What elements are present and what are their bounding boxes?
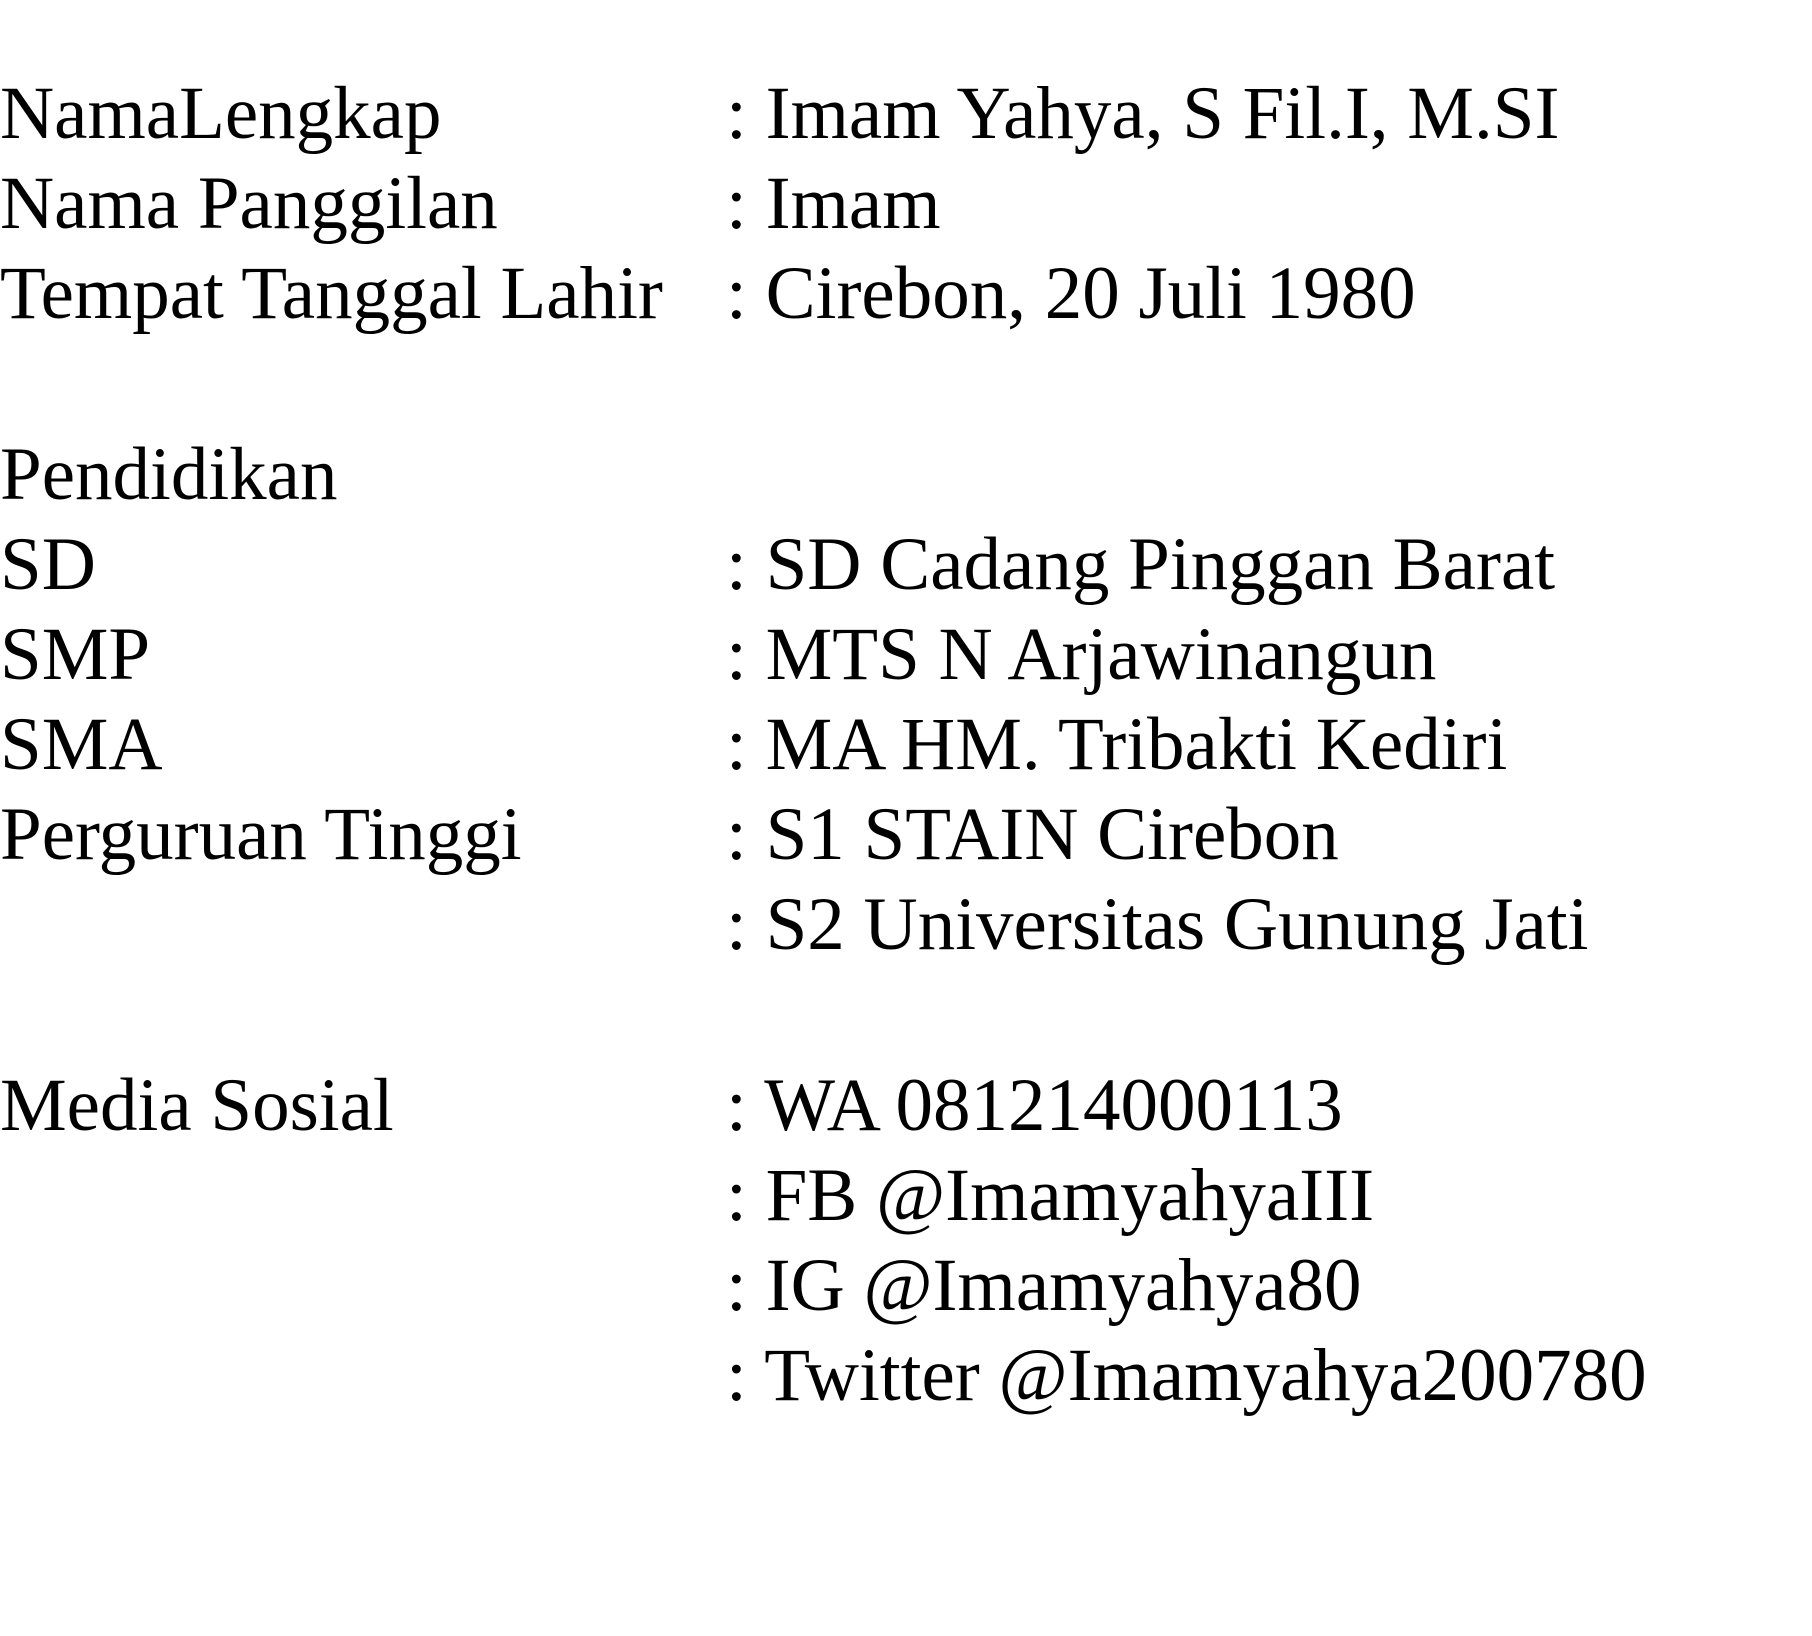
row-media-sosial-1 xyxy=(0,1061,1812,1151)
section-gap xyxy=(0,970,1812,1061)
label-smp: SMP xyxy=(0,613,151,696)
row-nama-panggilan xyxy=(0,159,1812,249)
label-nama-panggilan: Nama Panggilan xyxy=(0,162,498,245)
profile-document xyxy=(0,69,1812,1421)
row-sd xyxy=(0,520,1812,610)
value-ig: : IG @Imamyahya80 xyxy=(726,1244,1362,1327)
label-sd: SD xyxy=(0,523,96,606)
row-sma xyxy=(0,700,1812,790)
row-perguruan-tinggi-1 xyxy=(0,790,1812,880)
label-perguruan-tinggi: Perguruan Tinggi xyxy=(0,793,522,876)
label-ttl: Tempat Tanggal Lahir xyxy=(0,252,663,335)
label-sma: SMA xyxy=(0,703,163,786)
row-media-sosial-2 xyxy=(0,1151,1812,1241)
row-media-sosial-4 xyxy=(0,1331,1812,1421)
row-ttl xyxy=(0,249,1812,339)
label-nama-lengkap: NamaLengkap xyxy=(0,72,442,155)
value-nama-panggilan: : Imam xyxy=(726,162,941,245)
value-ttl: : Cirebon, 20 Juli 1980 xyxy=(726,252,1416,335)
value-fb: : FB @ImamyahyaIII xyxy=(726,1154,1375,1237)
value-smp: : MTS N Arjawinangun xyxy=(726,613,1437,696)
section-gap xyxy=(0,339,1812,430)
row-perguruan-tinggi-2 xyxy=(0,880,1812,970)
value-perguruan-tinggi-s2: : S2 Universitas Gunung Jati xyxy=(726,883,1589,966)
value-wa: : WA 081214000113 xyxy=(726,1064,1343,1147)
value-perguruan-tinggi-s1: : S1 STAIN Cirebon xyxy=(726,793,1339,876)
row-smp xyxy=(0,610,1812,700)
label-media-sosial: Media Sosial xyxy=(0,1064,394,1147)
row-pendidikan-heading xyxy=(0,430,1812,520)
heading-pendidikan: Pendidikan xyxy=(0,433,338,516)
row-nama-lengkap xyxy=(0,69,1812,159)
value-nama-lengkap: : Imam Yahya, S Fil.I, M.SI xyxy=(726,72,1560,155)
row-media-sosial-3 xyxy=(0,1241,1812,1331)
value-sd: : SD Cadang Pinggan Barat xyxy=(726,523,1556,606)
value-twitter: : Twitter @Imamyahya200780 xyxy=(726,1334,1647,1417)
value-sma: : MA HM. Tribakti Kediri xyxy=(726,703,1508,786)
